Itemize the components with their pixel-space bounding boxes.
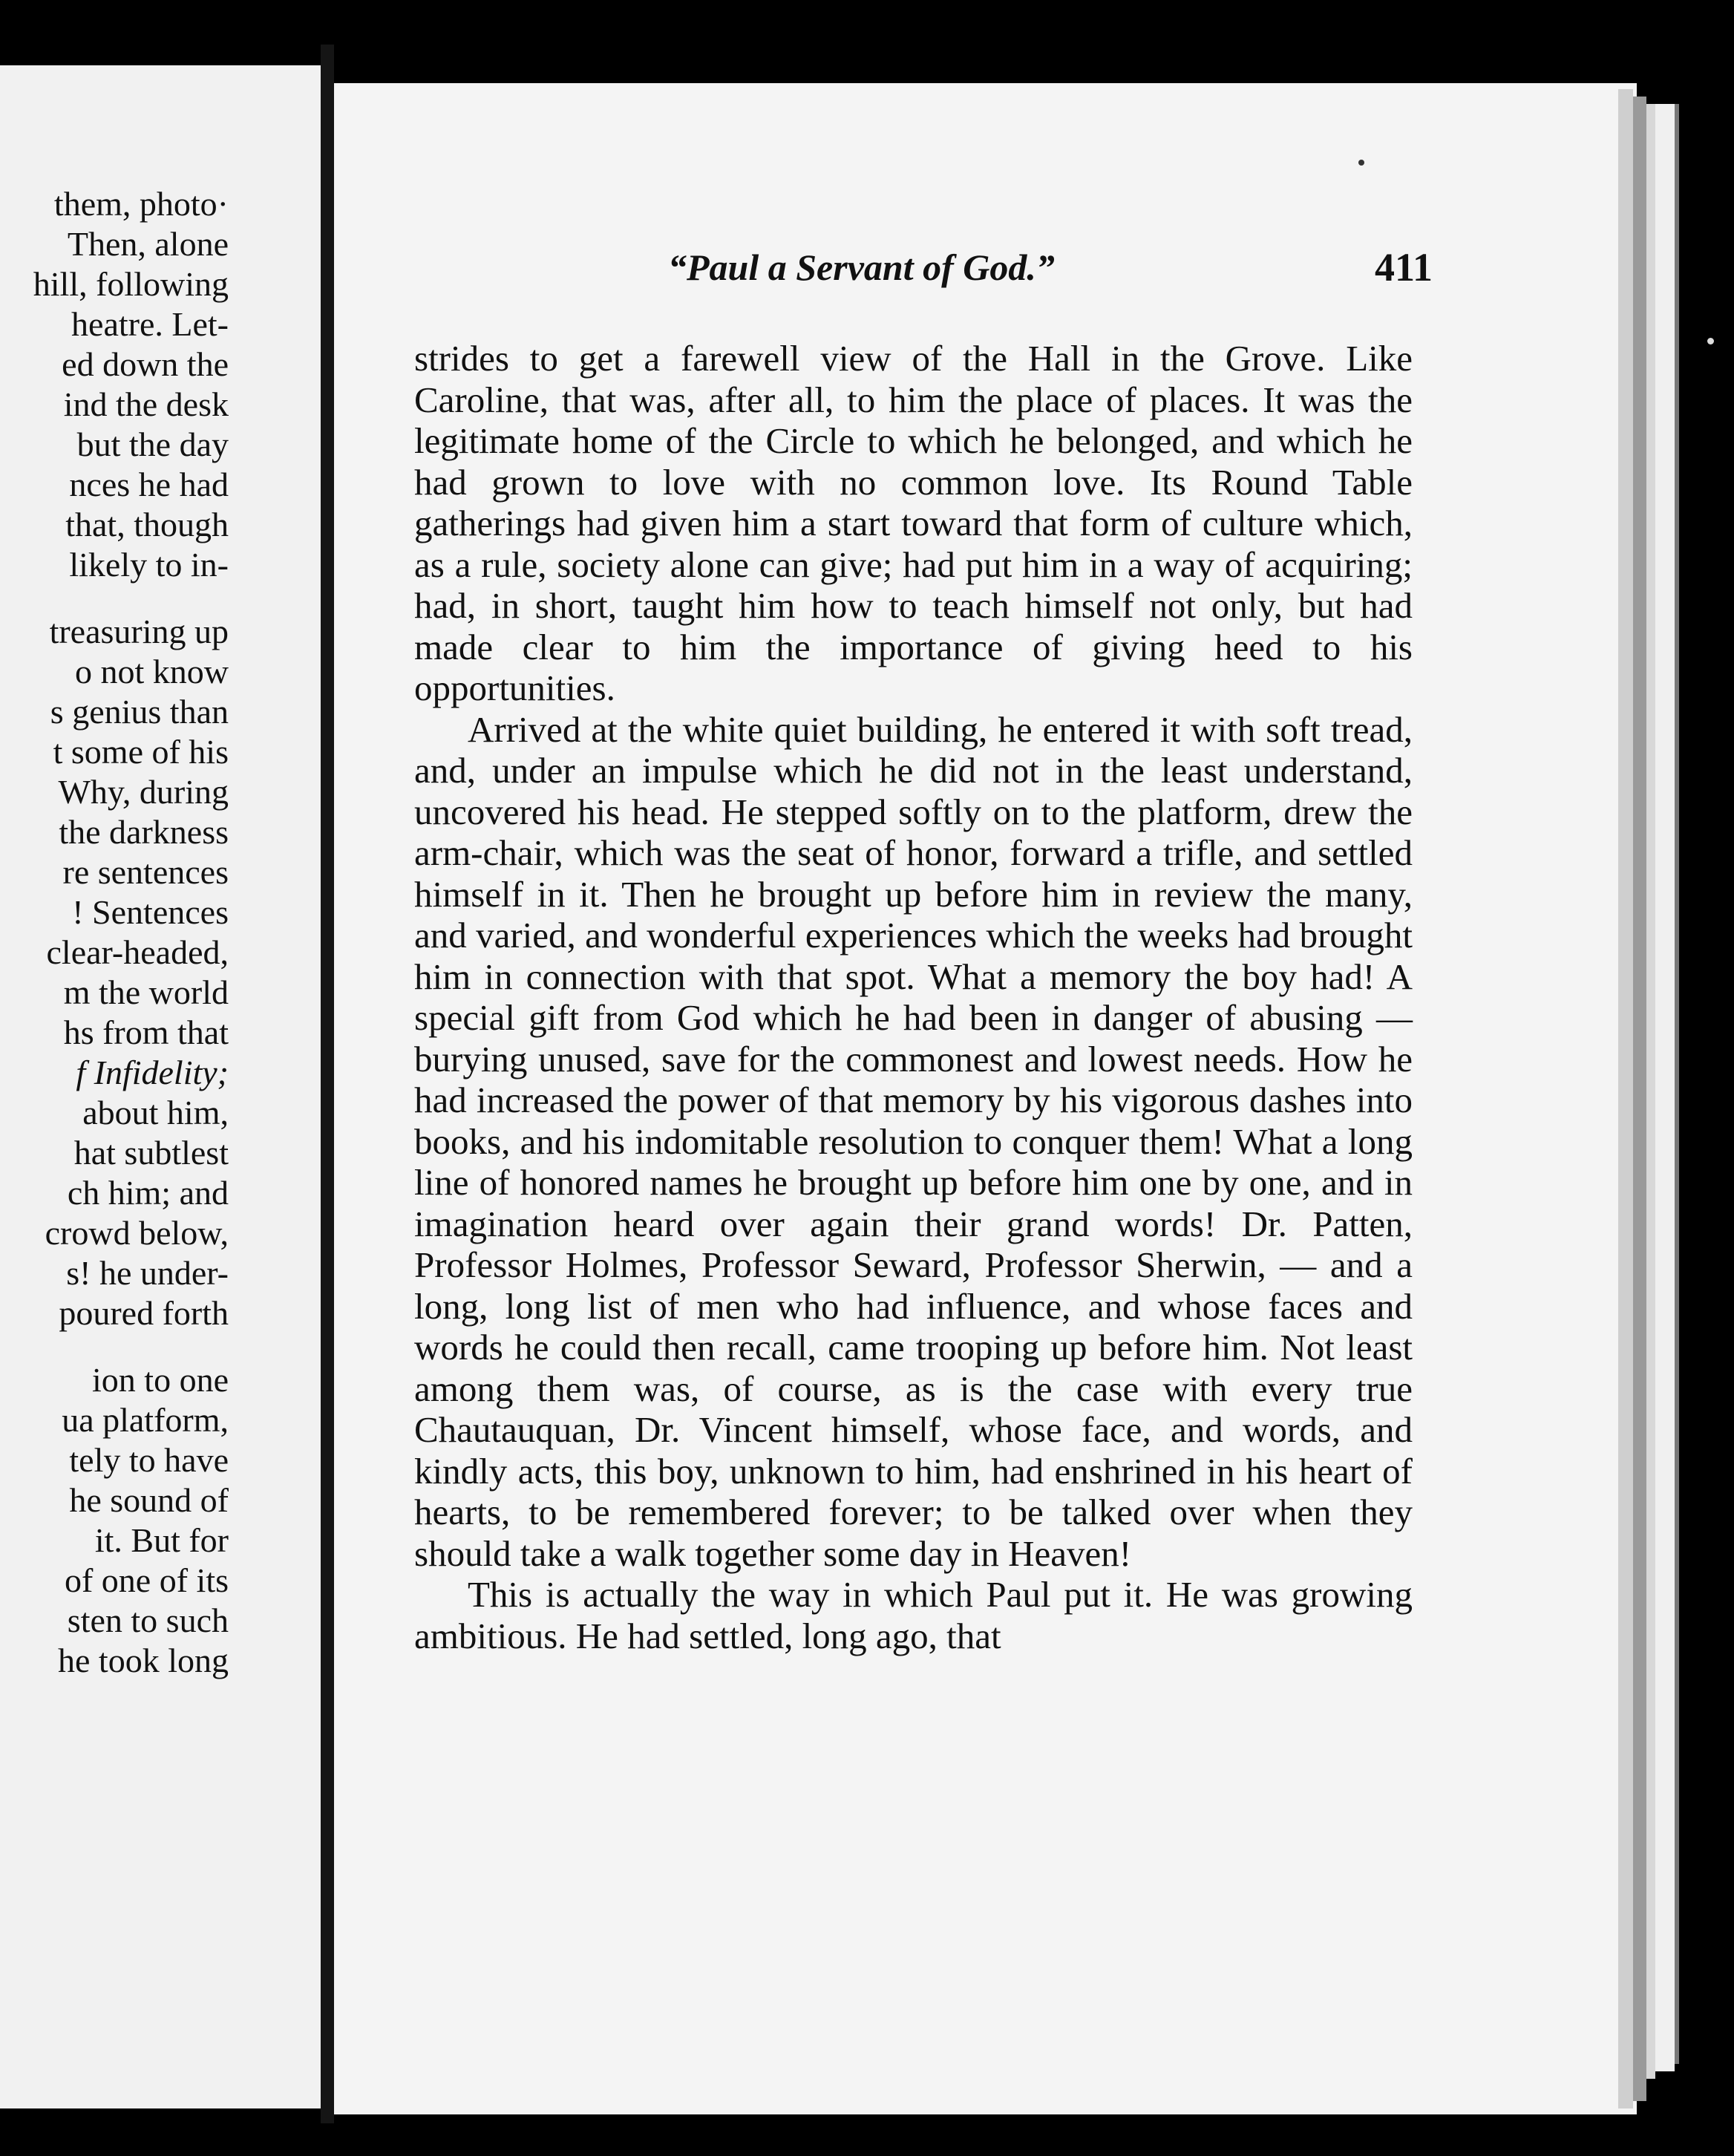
left-page-line: s genius than — [50, 693, 229, 731]
left-page-line: likely to in- — [69, 546, 229, 584]
left-page-line: of one of its — [64, 1561, 229, 1599]
left-page-line: hs from that — [63, 1013, 229, 1051]
left-page-line: it. But for — [94, 1521, 229, 1559]
left-page-line: m the world — [63, 973, 229, 1011]
left-page-line: ion to one — [92, 1361, 229, 1399]
page-edge — [1618, 89, 1633, 2108]
left-page-line: s! he under- — [66, 1254, 229, 1292]
left-page-line: clear-headed, — [46, 933, 229, 971]
left-page-line: about him, — [82, 1094, 229, 1131]
paragraph: Arrived at the white quiet building, he entered it with soft tread, and, under an impulse which he did not in the least understand, uncovered his head. He stepped softly on to the platform, drew the arm-chair, which was the seat of honor, forward a trifle, and settled himself in it. Then he brought up before him in review the many, and varied, and wonderful experiences which the weeks had brought him in connection with that spot. What a memory the boy had! A special gift from God which he had been in danger of abusing — burying unused, save for the commonest and lowest needs. How he had increased the power of that memory by his vigorous dashes into books, and his indomitable resolution to conquer them! What a long line of honored names he brought up before him one by one, and in imagination heard over again their grand words! Dr. Patten, Professor Holmes, Professor Seward, Professor Sherwin, — and a long, long list of men who had influence, and whose faces and words he could then recall, came trooping up before him. Not least among them was, of course, as is the case with every true Chautauquan, Dr. Vincent himself, whose face, and words, and kindly acts, this boy, unknown to him, had enshrined in his heart of hearts, to be remembered forever; to be talked over when they should take a walk together some day in Heaven! — [414, 708, 1413, 1574]
left-page-line: but the day — [76, 425, 229, 463]
left-page-line: t some of his — [53, 733, 229, 771]
running-title: “Paul a Servant of God.” — [668, 246, 1055, 288]
page-edge — [1646, 104, 1655, 2079]
book-gutter — [321, 45, 334, 2123]
body-text — [414, 338, 1413, 1656]
left-page-line: them, photo· — [53, 185, 229, 223]
left-page-line: f Infidelity; — [76, 1054, 229, 1091]
left-page-line: ch him; and — [67, 1174, 229, 1212]
left-page-line: Then, alone — [67, 225, 229, 263]
left-page-line: ind the desk — [63, 385, 229, 423]
running-head — [668, 238, 1433, 297]
left-page-line: ua platform, — [62, 1401, 229, 1439]
left-page-fragment — [0, 65, 321, 2108]
left-page-line: hat subtlest — [73, 1134, 229, 1172]
left-page-line: re sentences — [62, 853, 229, 891]
left-page-line: treasuring up — [49, 612, 229, 650]
left-page-line: tely to have — [69, 1441, 229, 1479]
page-edge — [1675, 104, 1679, 2064]
left-page-line: he took long — [58, 1642, 229, 1679]
left-page-line: Why, during — [58, 773, 229, 811]
left-page-line: crowd below, — [45, 1214, 229, 1252]
ink-speck — [1358, 160, 1364, 166]
left-page-line: ed down the — [62, 345, 229, 383]
left-page-line: he sound of — [69, 1481, 229, 1519]
left-page-line: nces he had — [69, 466, 229, 503]
left-page-line: ! Sentences — [72, 893, 229, 931]
left-page-line: heatre. Let- — [71, 305, 229, 343]
left-page-line: that, though — [65, 506, 229, 543]
paragraph: strides to get a farewell view of the Hall in the Grove. Like Caroline, that was, after all, to him the place of places. It was the legitimate home of the Circle to which he belonged, and which he had grown to love with no common love. Its Round Table gatherings had given him a start toward that form of culture which, as a rule, society alone can give; had put him in a way of acquiring; had, in short, taught him how to teach himself not only, but had made clear to him the importance of giving heed to his opportunities. — [414, 338, 1413, 708]
left-page-line: the darkness — [59, 813, 229, 851]
ink-speck — [1707, 338, 1714, 344]
page-edge — [1655, 104, 1675, 2071]
left-page-line: o not know — [75, 653, 229, 690]
page-edge — [1633, 97, 1646, 2101]
paragraph: This is actually the way in which Paul put it. He was growing ambitious. He had settled, long ago, that — [414, 1574, 1413, 1656]
left-page-line: poured forth — [59, 1294, 229, 1332]
left-page-line: hill, following — [33, 265, 229, 303]
page-number: 411 — [1374, 245, 1433, 290]
left-page-line: sten to such — [67, 1601, 229, 1639]
